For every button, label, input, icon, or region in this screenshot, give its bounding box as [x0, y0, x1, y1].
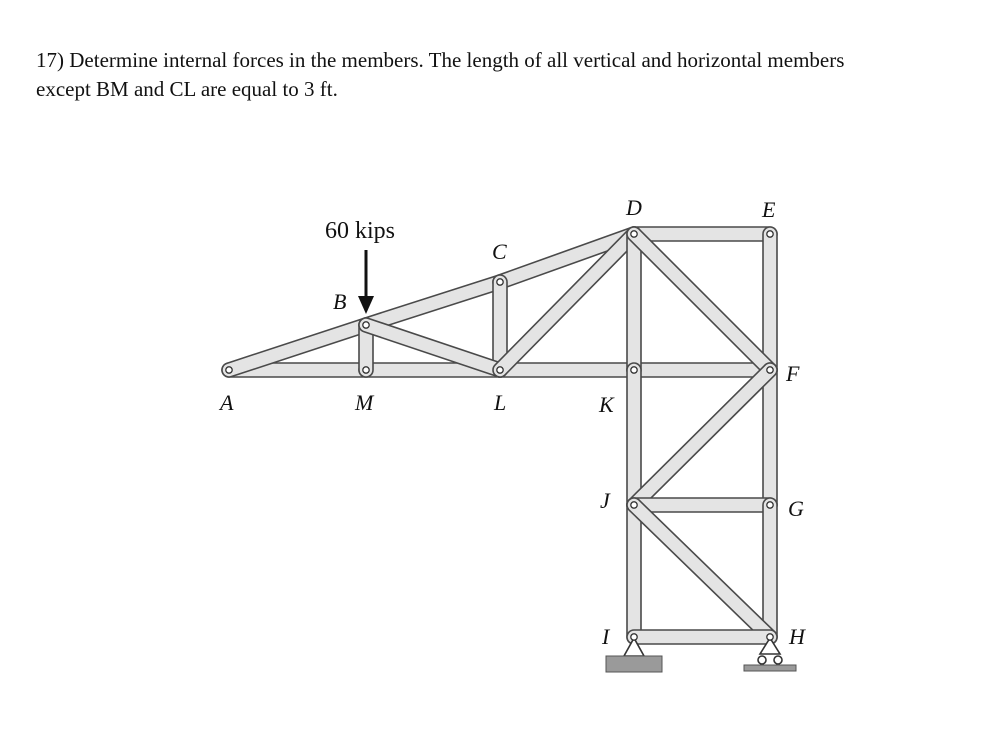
pin-L — [497, 367, 503, 373]
pin-C — [497, 279, 503, 285]
load-label: 60 kips — [325, 218, 396, 244]
pin-B — [363, 322, 369, 328]
joint-label-M: M — [355, 390, 374, 415]
pin-G — [767, 502, 773, 508]
truss-members — [220, 224, 780, 647]
pin-M — [363, 367, 369, 373]
joint-label-L: L — [494, 390, 507, 415]
joint-label-E: E — [762, 197, 776, 222]
joint-label-C: C — [492, 239, 507, 264]
pin-A — [226, 367, 232, 373]
pin-F — [767, 367, 773, 373]
pin-I — [631, 634, 637, 640]
joint-label-B: B — [333, 289, 347, 314]
joint-label-F: F — [786, 361, 800, 386]
joint-label-H: H — [789, 624, 805, 649]
pin-H — [767, 634, 773, 640]
load-arrow — [358, 250, 374, 314]
joint-label-K: K — [599, 392, 614, 417]
member-IH — [627, 630, 777, 644]
joint-label-A: A — [220, 390, 234, 415]
pin-E — [767, 231, 773, 237]
member-JF — [624, 360, 780, 515]
problem-line-2: except BM and CL are equal to 3 ft. — [36, 77, 338, 101]
pin-K — [631, 367, 637, 373]
pin-J — [631, 502, 637, 508]
joint-label-D: D — [626, 195, 642, 220]
joint-label-J: J — [600, 488, 610, 513]
member-DF — [624, 224, 780, 380]
member-LD — [490, 224, 644, 380]
joint-label-I: I — [602, 624, 610, 649]
pin-D — [631, 231, 637, 237]
joint-label-G: G — [788, 496, 804, 521]
member-JH — [624, 495, 780, 647]
problem-line-1: 17) Determine internal forces in the members. The length of all vertical and horizontal members — [36, 48, 845, 72]
